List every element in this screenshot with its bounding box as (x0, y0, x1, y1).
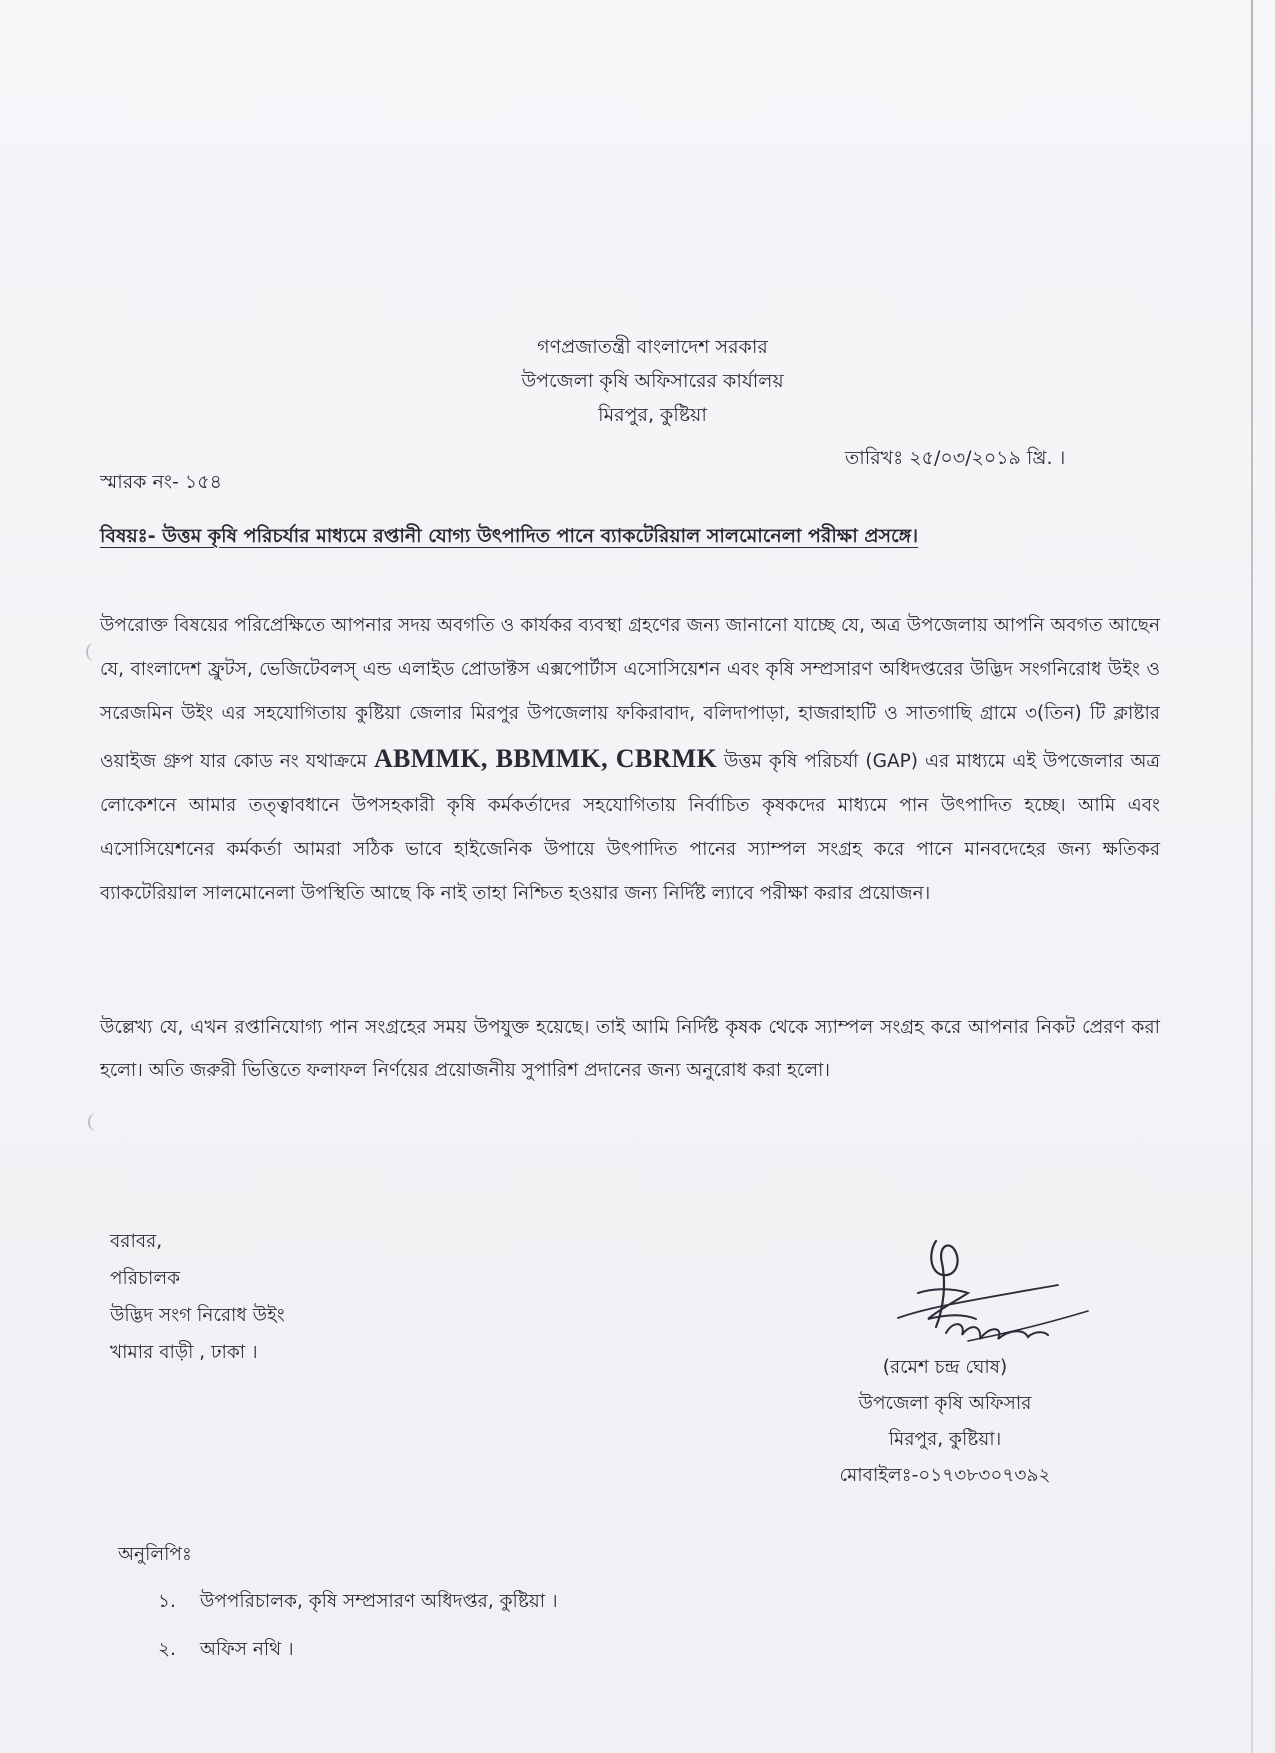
body-paragraph-1 (100, 604, 1160, 916)
recipient-address: খামার বাড়ী , ঢাকা । (110, 1342, 258, 1363)
recipient-designation: পরিচালক (110, 1268, 181, 1289)
signatory-designation: উপজেলা কৃষি অফিসার (858, 1393, 1032, 1414)
government-name: গণপ্রজাতন্ত্রী বাংলাদেশ সরকার (537, 336, 768, 358)
copy-list (158, 1578, 558, 1674)
recipient-salutation: বরাবর, (110, 1231, 163, 1252)
memo-number: স্মারক নং- ১৫৪ (100, 471, 222, 493)
cluster-codes: ABMMK, BBMMK, CBRMK (373, 743, 717, 773)
para1-text-before: উপরোক্ত বিষয়ের পরিপ্রেক্ষিতে আপনার সদয় অবগতি ও কার্যকর ব্যবস্থা গ্রহণের জন্য জানানো যাচ্ছে যে, অত্র উপজেলায় আপনি অবগত আছেন যে, বাংলাদেশ ফ্রুটস, ভেজিটেবলস্ এন্ড এলাইড প্রোডাক্টস এক্সপোর্টাস এসোসিয়েশন এবং কৃষি সম্প্রসারণ অধিদপ্তরের উদ্ভিদ সংগনিরোধ উইং ও সরেজমিন উইং এর সহযোগিতায় কুষ্টিয়া জেলার মিরপুর উপজেলায় ফকিরাবাদ, বলিদাপাড়া, হাজরাহাটি ও সাতগাছি গ্রামে ৩(তিন) টি ক্লাষ্টার ওয়াইজ গ্রুপ যার কোড নং যথাক্রমে (100, 615, 1160, 772)
para1-text-after: উত্তম কৃষি পরিচর্যা (GAP) এর মাধ্যমে এই উপজেলার অত্র লোকেশনে আমার তত্ত্বাবধানে উপসহকারী কৃষি কর্মকর্তাদের সহযোগিতায় নির্বাচিত কৃষকদের মাধ্যমে পান উৎপাদিত হচ্ছে। আমি এবং এসোসিয়েশনের কর্মকর্তা আমরা সঠিক ভাবে হাইজেনিক উপায়ে উৎপাদিত পানের স্যাম্পল সংগ্রহ করে পানে মানবদেহের জন্য ক্ষতিকর ব্যাকটেরিয়াল সালমোনেলা উপস্থিতি আছে কি নাই তাহা নিশ্চিত হওয়ার জন্য নির্দিষ্ট ল্যাবে পরীক্ষা করার প্রয়োজন। (100, 750, 1160, 905)
copy-item-number: ১. (158, 1591, 176, 1612)
signatory-name: (রমেশ চন্দ্র ঘোষ) (882, 1357, 1008, 1378)
copy-list-title: অনুলিপিঃ (118, 1544, 192, 1565)
copy-item-number: ২. (158, 1639, 176, 1660)
letterhead (0, 330, 1275, 432)
copy-item-text: উপপরিচালক, কৃষি সম্প্রসারণ অধিদপ্তর, কুষ্টিয়া । (199, 1591, 558, 1612)
copy-list-item (158, 1578, 558, 1626)
signatory-block (800, 1350, 1090, 1494)
recipient-wing: উদ্ভিদ সংগ নিরোধ উইং (110, 1305, 285, 1326)
punch-hole-mark (88, 1113, 104, 1131)
handwritten-signature (858, 1223, 1098, 1363)
copy-item-text: অফিস নথি । (199, 1639, 294, 1660)
letter-subject: বিষয়ঃ- উত্তম কৃষি পরিচর্যার মাধ্যমে রপ্তানী যোগ্য উৎপাদিত পানে ব্যাকটেরিয়াল সালমোনেলা পরীক্ষা প্রসঙ্গে। (100, 525, 919, 547)
recipient-block (110, 1223, 285, 1371)
copy-list-item (158, 1626, 558, 1674)
office-location: মিরপুর, কুষ্টিয়া (598, 404, 707, 426)
office-name: উপজেলা কৃষি অফিসারের কার্যালয় (521, 370, 784, 392)
signatory-location: মিরপুর, কুষ্টিয়া। (888, 1429, 1002, 1450)
scan-edge (1251, 0, 1253, 1753)
letter-date: তারিখঃ ২৫/০৩/২০১৯ খ্রি. । (845, 447, 1066, 469)
body-paragraph-2: উল্লেখ্য যে, এখন রপ্তানিযোগ্য পান সংগ্রহের সময় উপযুক্ত হয়েছে। তাই আমি নির্দিষ্ট কৃষক থেকে স্যাম্পল সংগ্রহ করে আপনার নিকট প্রেরণ করা হলো। অতি জরুরী ভিত্তিতে ফলাফল নির্ণয়ের প্রয়োজনীয় সুপারিশ প্রদানের জন্য অনুরোধ করা হলো। (100, 1017, 1160, 1081)
signatory-mobile: মোবাইলঃ-০১৭৩৮৩০৭৩৯২ (839, 1465, 1051, 1486)
